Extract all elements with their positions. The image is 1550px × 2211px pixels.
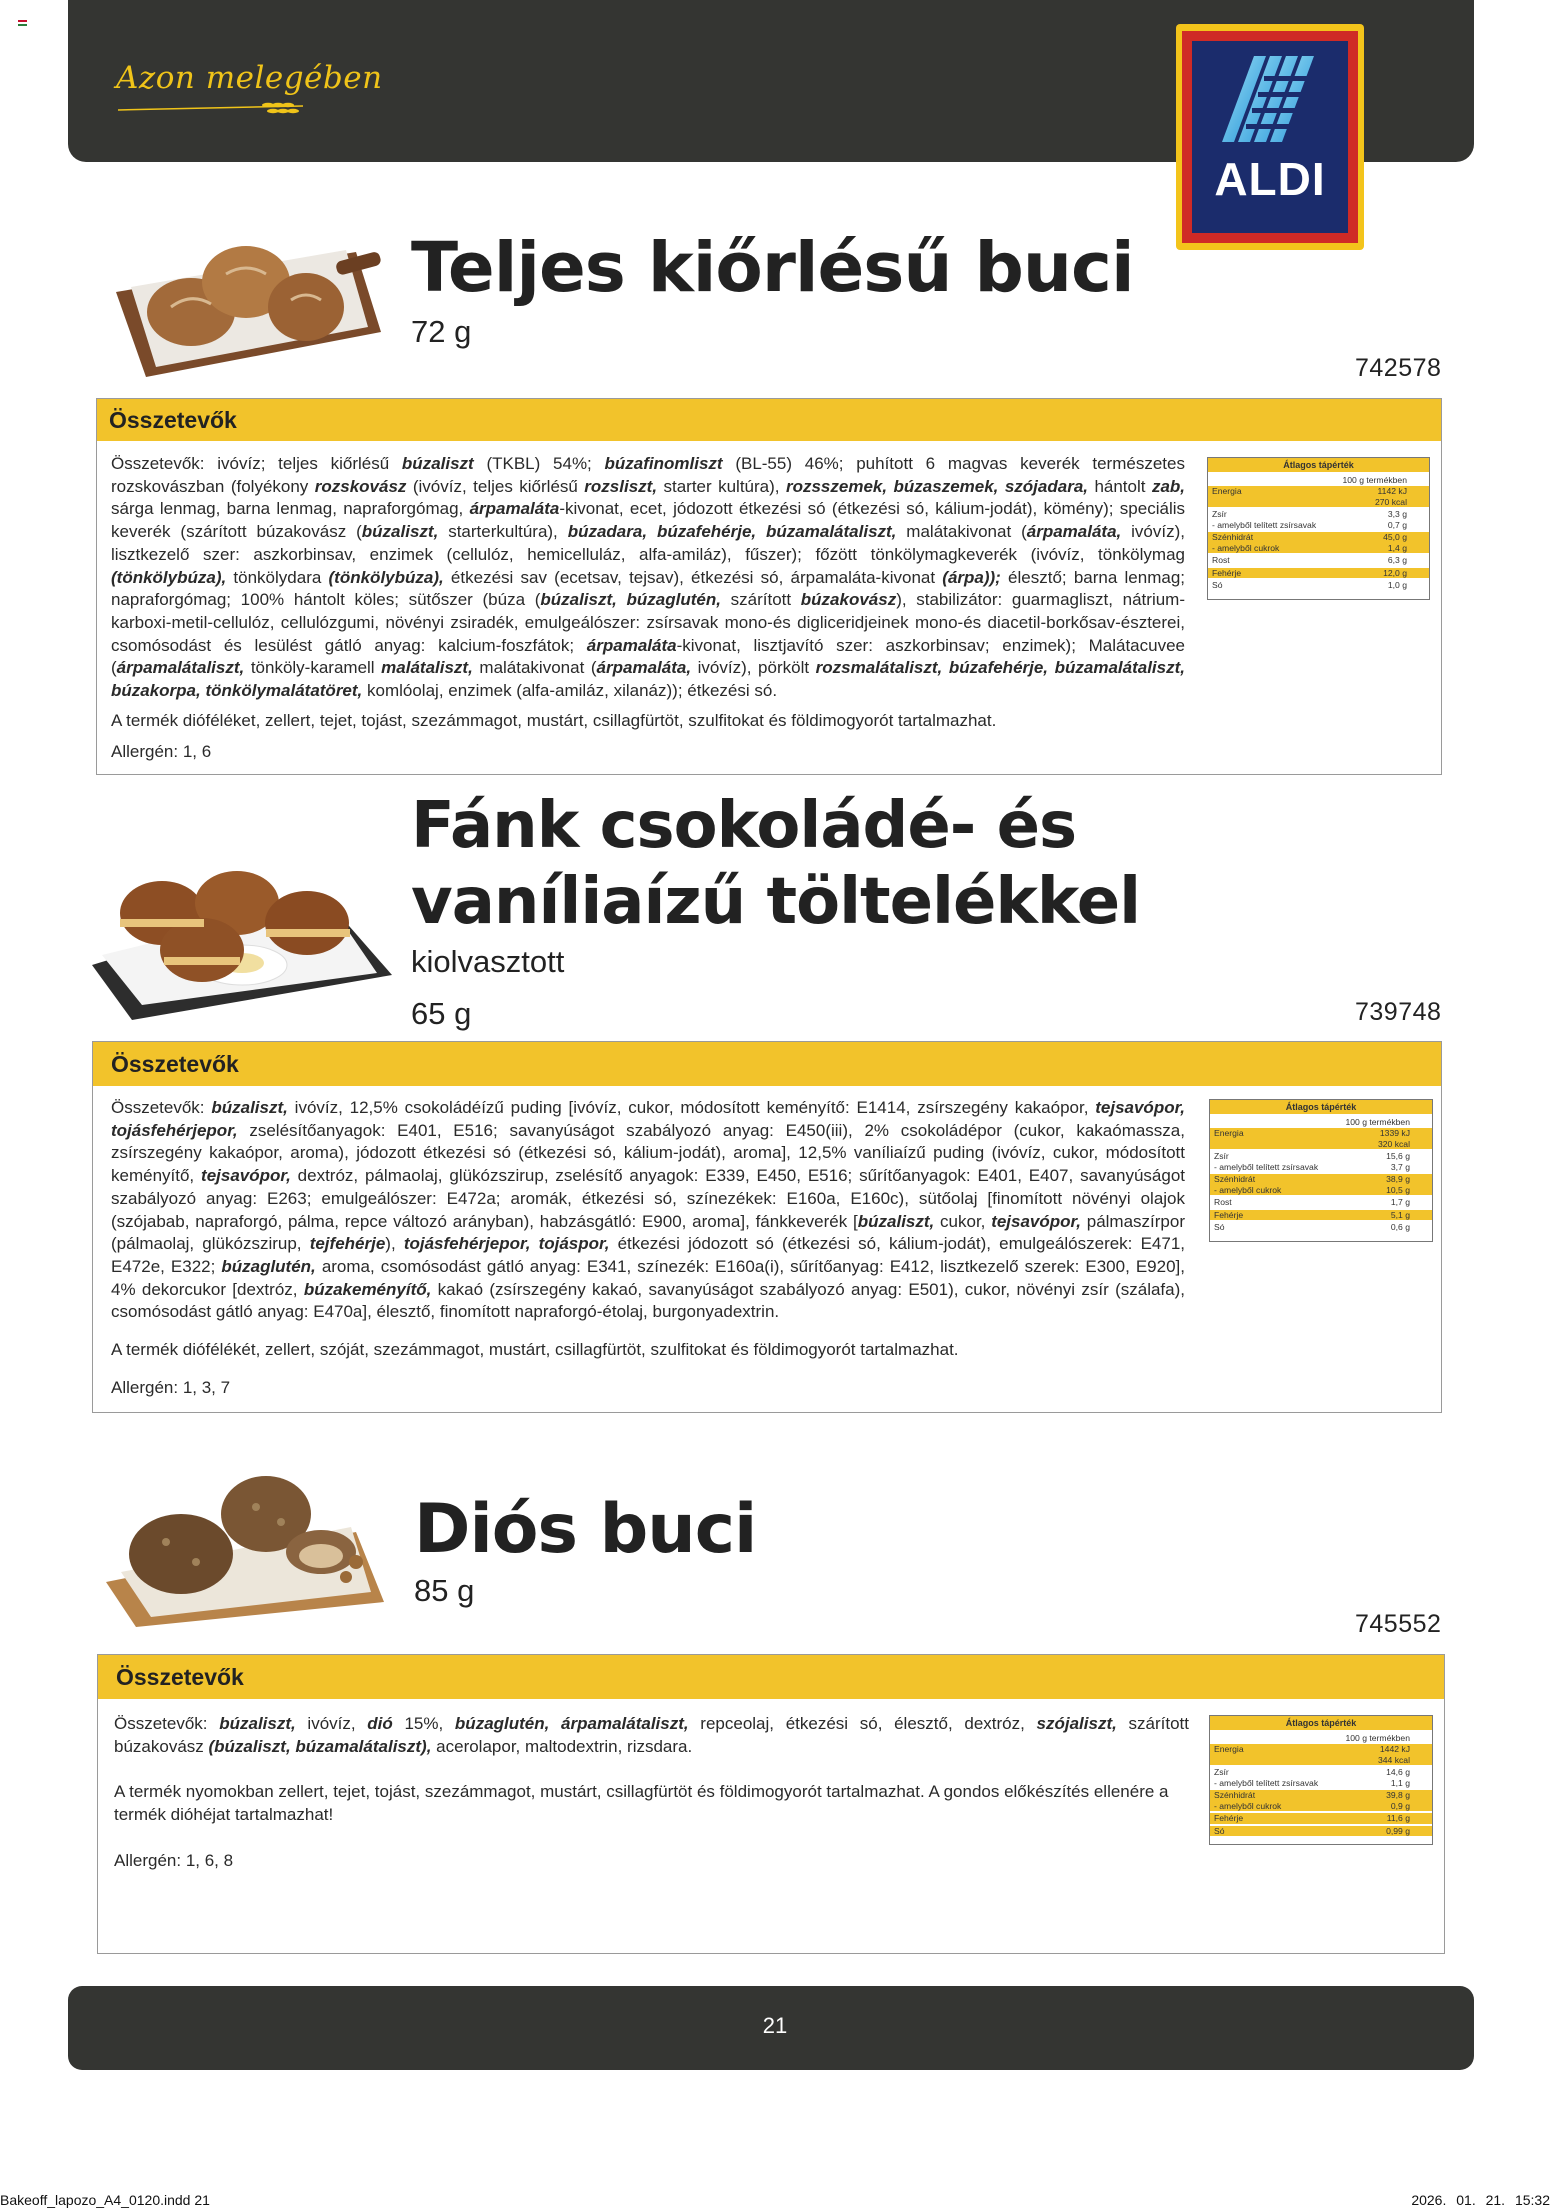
nutrition-rows — [1210, 1744, 1432, 1844]
nutrition-label: - amelyből telített zsírsavak — [1214, 1777, 1319, 1788]
nutrition-value: 1339 kJ — [1379, 1128, 1410, 1138]
allergen-note: A termék dióféléket, zellert, tejet, tojást, szezámmagot, mustárt, csillagfürtöt, szulfitokat és földimogyorót tartalmazhat. — [111, 711, 997, 730]
nutrition-row — [1210, 1801, 1432, 1812]
nutrition-row — [1210, 1128, 1432, 1139]
nutrition-row — [1210, 1197, 1432, 1208]
nutrition-row — [1210, 1744, 1432, 1755]
nutrition-row — [1210, 1162, 1432, 1173]
nutrition-label: - amelyből telített zsírsavak — [1212, 519, 1317, 530]
nutrition-rows — [1208, 486, 1429, 599]
ingredients-heading: Összetevők — [93, 1042, 1441, 1086]
nutrition-label: Fehérje — [1212, 567, 1242, 578]
nutrition-value: 0,9 g — [1390, 1800, 1410, 1811]
nutrition-value: 320 kcal — [1377, 1138, 1410, 1149]
nutrition-value: 1,1 g — [1390, 1777, 1410, 1788]
nutrition-label: Szénhidrát — [1214, 1790, 1256, 1800]
nutrition-value: 15,6 g — [1386, 1151, 1410, 1161]
nutrition-label: Szénhidrát — [1212, 532, 1254, 542]
nutrition-row — [1210, 1139, 1432, 1150]
nutrition-value: 0,7 g — [1387, 519, 1407, 530]
nutrition-value: 45,0 g — [1383, 532, 1407, 542]
ingredients-text: Összetevők: búzaliszt, ivóvíz, 12,5% csokoládéízű puding [ivóvíz, cukor, módosított keményítő: E1414, zsírszegény kakaópor, tejsavópor, tojásfehérjepor, zselésítőanyagok: E401, E516; savanyúságot szabályozó anyag: E450(iii), 2% csokoládépor (cukor, kakaómassza, zsírszegény kakaópor, aroma), jódozott étkezési só (étkezési só, kálium-jodát), aroma], 12,5% vaníliaízű puding (ivóvíz, cukor, módosított keményítő, tejsavópor, dextróz, pálmaolaj, glükózszirup, zselésítő anyagok: E339, E450, E516; sűrítőanyagok: E401, E407, savanyúságot szabályozó anyag: E263; emulgeálószer: E472a; aromák, étkezési só, színezékek: E160a, E160c), sütőolaj [finomított növényi olajok (szójabab, napraforgó, pálma, repce változó arányban), habzásgátló: E900, aroma], fánkkeverék [búzaliszt, cukor, tejsavópor, pálmaszírpor (pálmaolaj, glükózszirup, tejfehérje), tojásfehérjepor, tojáspor, étkezési jódozott só (étkezési só, kálium-jodát), emulgeálószerek: E471, E472e, E322; búzaglutén, aroma, csomósodást gátló anyag: E341, színezék: E160a(i), sűrítőanyag: E412, lisztkezelő szerek: E300, E920], 4% dekorcukor [dextróz, búzakeményítő, kakaó (zsírszegény kakaó, savanyúságot szabályozó anyag: E501), cukor, növényi zsír (szálafa), csomósodást gátló anyag: E470a], élesztő, finomított napraforgó-étolaj, burgonyadextrin. — [111, 1098, 1186, 1322]
product-title: Diós buci — [414, 1490, 757, 1569]
nutrition-value: 38,9 g — [1386, 1174, 1410, 1184]
nutrition-label: Só — [1214, 1825, 1225, 1836]
ingredients-heading: Összetevők — [97, 399, 1441, 441]
allergen-codes: Allergén: 1, 6, 8 — [114, 1851, 234, 1870]
nutrition-label: - amelyből telített zsírsavak — [1214, 1161, 1319, 1172]
nutrition-label: - amelyből cukrok — [1212, 542, 1280, 553]
allergen-codes: Allergén: 1, 3, 7 — [111, 1378, 231, 1397]
nutrition-label: Energia — [1214, 1128, 1244, 1138]
nutrition-row — [1210, 1813, 1432, 1824]
nutrition-value: 1,0 g — [1387, 580, 1407, 590]
nutrition-row — [1210, 1185, 1432, 1196]
aldi-logo — [1176, 24, 1364, 250]
nutrition-row — [1210, 1210, 1432, 1221]
nutrition-value: 344 kcal — [1377, 1754, 1410, 1765]
allergen-note: A termék diófélékét, zellert, szóját, szezámmagot, mustárt, csillagfürtöt, szulfitokat és földimogyorót tartalmazhat. — [111, 1340, 959, 1359]
nutrition-table — [1207, 457, 1430, 600]
nutrition-row — [1208, 580, 1429, 591]
nutrition-row — [1208, 497, 1429, 508]
file-slug: Bakeoff_lapozo_A4_0120.indd 21 — [0, 2192, 210, 2208]
nutrition-label: Só — [1214, 1222, 1225, 1232]
allergen-codes: Allergén: 1, 6 — [111, 742, 212, 761]
nutrition-value: 1,4 g — [1387, 542, 1407, 553]
nutrition-header: Átlagos tápérték — [1210, 1100, 1432, 1114]
nutrition-label: Rost — [1214, 1197, 1232, 1207]
nutrition-value: 14,6 g — [1386, 1767, 1410, 1777]
nutrition-row — [1208, 486, 1429, 497]
nutrition-value: 6,3 g — [1387, 555, 1407, 565]
nutrition-row — [1210, 1174, 1432, 1185]
nutrition-row — [1208, 568, 1429, 579]
nutrition-rows — [1210, 1128, 1432, 1241]
nutrition-row — [1210, 1778, 1432, 1789]
nutrition-value: 1442 kJ — [1379, 1744, 1410, 1754]
nutrition-label: Energia — [1214, 1744, 1244, 1754]
nutrition-label: Zsír — [1214, 1767, 1229, 1777]
nutrition-label: - amelyből cukrok — [1214, 1800, 1282, 1811]
nutrition-row — [1210, 1767, 1432, 1778]
nutrition-label: Fehérje — [1214, 1813, 1244, 1823]
nutrition-value: 3,3 g — [1387, 509, 1407, 519]
nutrition-value: 3,7 g — [1390, 1161, 1410, 1172]
nutrition-row — [1210, 1790, 1432, 1801]
nutrition-table — [1209, 1099, 1433, 1242]
product-code: 739748 — [1355, 998, 1442, 1026]
nutrition-value: 5,1 g — [1390, 1209, 1410, 1220]
nutrition-label: Energia — [1212, 486, 1242, 496]
ingredients-heading: Összetevők — [98, 1655, 1444, 1699]
product-title: Fánk csokoládé- és vaníliaízű töltelékkel — [411, 789, 1141, 939]
nutrition-value: 1,7 g — [1390, 1197, 1410, 1207]
nutrition-value: 39,8 g — [1386, 1790, 1410, 1800]
allergen-note: A termék nyomokban zellert, tejet, tojást, szezámmagot, mustárt, csillagfürtöt és földimogyorót tartalmazhat. A gondos előkészítés ellenére a termék dióhéjat tartalmazhat! — [114, 1782, 1169, 1824]
nutrition-row — [1210, 1222, 1432, 1233]
nutrition-value: 1142 kJ — [1377, 486, 1407, 496]
nutrition-row — [1210, 1755, 1432, 1766]
nutrition-row — [1208, 555, 1429, 566]
nutrition-value: 0,99 g — [1386, 1825, 1410, 1836]
product-subtitle: kiolvasztott — [411, 944, 565, 979]
nutrition-row — [1208, 543, 1429, 554]
nutrition-value: 10,5 g — [1386, 1184, 1410, 1195]
ingredients-text: Összetevők: ivóvíz; teljes kiőrlésű búzaliszt (TKBL) 54%; búzafinomliszt (BL-55) 46%; puhított 6 magvas keverék természetes rozskovászban (folyékony rozskovász (ivóvíz, teljes kiőrlésű rozsliszt, starter kultúra), rozsszemek, búzaszemek, szójadara, hántolt zab, sárga lenmag, barna lenmag, napraforgómag, árpamaláta-kivonat, ecet, jódozott étkezési só (étkezési só, kálium-jodát), kömény); speciális keverék (szárított búzakovász (búzaliszt, starterkultúra), búzadara, búzafehérje, búzamalátaliszt, malátakivonat (árpamaláta, ivóvíz), lisztkezelő szer: aszkorbinsav, enzimek (cellulóz, hemicelluláz, alfa-amiláz), fűszer); főzött tönkölymagkeverék (ivóvíz, tönkölymag (tönkölybúza), tönkölydara (tönkölybúza), étkezési sav (ecetsav, tejsav), étkezési só, árpamaláta-kivonat (árpa)); élesztő; barna lenmag; napraforgómag; 100% hántolt köles; sütőszer (búza (búzaliszt, búzaglutén, szárított búzakovász), stabilizátor: guarmagliszt, nátrium-karboxi-metil-cellulóz, cellulózgumi, növényi zsiradék, emulgeálószer: zsírsavak mono-és digliceridjeinek mono-és diacetil-borkősav-észterei, csomósodást és lesülést gátló anyag: kalcium-foszfátok; árpamaláta-kivonat, lisztjavító szer: aszkorbinsav; enzimek); Malátacuvee (árpamalátaliszt, tönköly-karamell malátaliszt, malátakivonat (árpamaláta, ivóvíz), pörkölt rozsmalátaliszt, búzafehérje, búzamalátaliszt, búzakorpa, tönkölymalátatöret, komlóolaj, enzimek (alfa-amiláz, xilanáz)); étkezési só. — [111, 454, 1186, 701]
nutrition-row — [1208, 509, 1429, 520]
brand-slogan: Azon melegében — [116, 60, 383, 96]
nutrition-label: - amelyből cukrok — [1214, 1184, 1282, 1195]
ingredients-panel — [92, 1041, 1442, 1413]
nutrition-label: Só — [1212, 580, 1223, 590]
nutrition-row — [1210, 1826, 1432, 1837]
nutrition-column: 100 g termékben — [1345, 1117, 1410, 1127]
product-image-donut — [92, 855, 392, 1025]
nutrition-row — [1208, 532, 1429, 543]
nutrition-value: 11,6 g — [1386, 1813, 1410, 1823]
nutrition-row — [1208, 520, 1429, 531]
nutrition-label: Rost — [1212, 555, 1230, 565]
nutrition-row — [1210, 1151, 1432, 1162]
nutrition-value: 270 kcal — [1374, 496, 1407, 507]
product-image-walnut-roll — [106, 1462, 386, 1627]
nutrition-column: 100 g termékben — [1345, 1733, 1410, 1743]
product-code: 742578 — [1355, 354, 1442, 382]
product-title: Teljes kiőrlésű buci — [411, 228, 1134, 308]
nutrition-table — [1209, 1715, 1433, 1845]
aldi-stripes-icon — [1204, 54, 1336, 144]
nutrition-label: Zsír — [1214, 1151, 1229, 1161]
ingredients-panel — [97, 1654, 1445, 1954]
nutrition-header: Átlagos tápérték — [1208, 458, 1429, 472]
nutrition-header: Átlagos tápérték — [1210, 1716, 1432, 1730]
product-code: 745552 — [1355, 1610, 1442, 1638]
product-weight: 85 g — [414, 1573, 475, 1608]
ingredients-text: Összetevők: búzaliszt, ivóvíz, dió 15%, búzaglutén, árpamalátaliszt, repceolaj, étkezési só, élesztő, dextróz, szójaliszt, szárított búzakovász (búzaliszt, búzamalátaliszt), acerolapor, maltodextrin, rizsdara. — [114, 1714, 1189, 1756]
flag-icon — [18, 20, 27, 26]
product-image-whole-wheat-roll — [106, 212, 386, 382]
nutrition-label: Szénhidrát — [1214, 1174, 1256, 1184]
nutrition-column: 100 g termékben — [1342, 475, 1407, 485]
ingredients-panel — [96, 398, 1442, 775]
aldi-logo-text: ALDI — [1214, 153, 1326, 205]
nutrition-value: 0,6 g — [1390, 1222, 1410, 1232]
date-slug: 2026. 01. 21. 15:32 — [1411, 2192, 1550, 2208]
page-number: 21 — [762, 2013, 788, 2038]
product-weight: 72 g — [411, 314, 472, 349]
nutrition-label: Fehérje — [1214, 1209, 1244, 1220]
product-weight: 65 g — [411, 996, 472, 1031]
nutrition-label: Zsír — [1212, 509, 1227, 519]
nutrition-value: 12,0 g — [1383, 567, 1407, 578]
wheat-icon — [118, 100, 308, 116]
